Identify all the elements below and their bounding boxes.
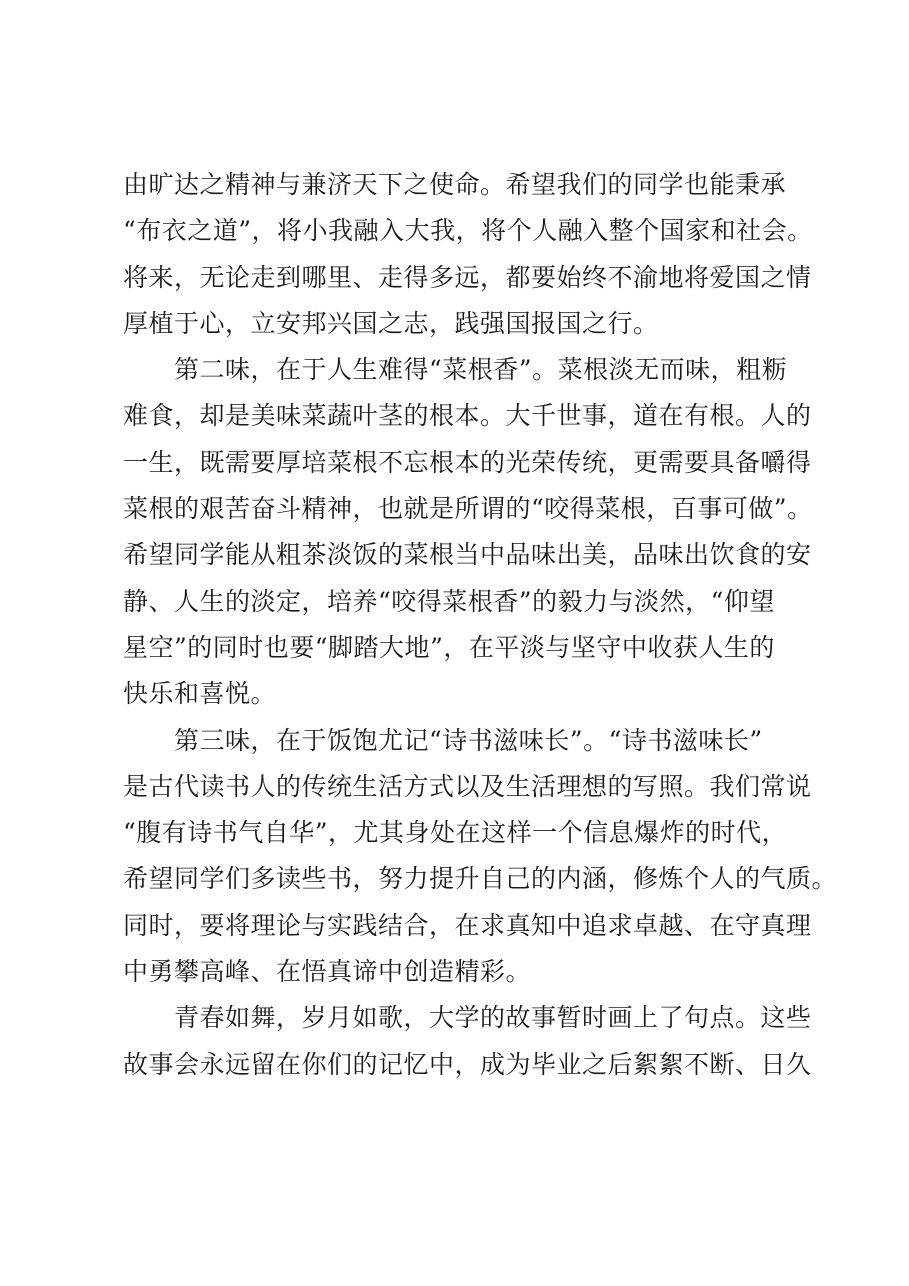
text-line: 中勇攀高峰、在悟真谛中创造精彩。 (123, 957, 532, 987)
text-line: “腹有诗书气自华”，尤其身处在这样一个信息爆炸的时代， (123, 818, 788, 848)
text-line: 由旷达之精神与兼济天下之使命。希望我们的同学也能秉承 (123, 170, 787, 199)
text-line: 难食，却是美味菜蔬叶茎的根本。大千世事，道在有根。人的 (123, 401, 812, 431)
text-line: “布衣之道”，将小我融入大我，将个人融入整个国家和社会。 (123, 216, 813, 246)
text-line: 是古代读书人的传统生活方式以及生活理想的写照。我们常说 (123, 771, 812, 801)
text-line: 希望同学们多读些书，努力提升自己的内涵，修炼个人的气质。 (123, 864, 838, 894)
text-line: 第三味，在于饭饱尤记“诗书滋味长”。“诗书滋味长” (123, 725, 763, 755)
text-line: 同时，要将理论与实践结合，在求真知中追求卓越、在守真理 (123, 910, 812, 940)
text-line: 一生，既需要厚培菜根不忘根本的光荣传统，更需要具备嚼得 (123, 447, 812, 477)
text-line: 静、人生的淡定，培养“咬得菜根香”的毅力与淡然，“仰望 (123, 586, 775, 616)
text-line: 星空”的同时也要“脚踏大地”，在平淡与坚守中收获人生的 (123, 632, 775, 662)
text-line: 快乐和喜悦。 (123, 679, 277, 709)
text-line: 将来，无论走到哪里、走得多远，都要始终不渝地将爱国之情 (123, 262, 812, 292)
body-text (123, 162, 838, 1088)
text-line: 菜根的艰苦奋斗精神，也就是所谓的“咬得菜根，百事可做”。 (123, 494, 813, 524)
text-line: 第二味，在于人生难得“菜根香”。菜根淡无而味，粗粝 (123, 355, 788, 385)
text-line: 青春如舞，岁月如歌，大学的故事暂时画上了句点。这些 (123, 1003, 812, 1033)
text-line: 故事会永远留在你们的记忆中，成为毕业之后絮絮不断、日久 (123, 1049, 812, 1079)
text-line: 厚植于心，立安邦兴国之志，践强国报国之行。 (123, 308, 659, 338)
text-line: 希望同学能从粗茶淡饭的菜根当中品味出美，品味出饮食的安 (123, 540, 812, 570)
